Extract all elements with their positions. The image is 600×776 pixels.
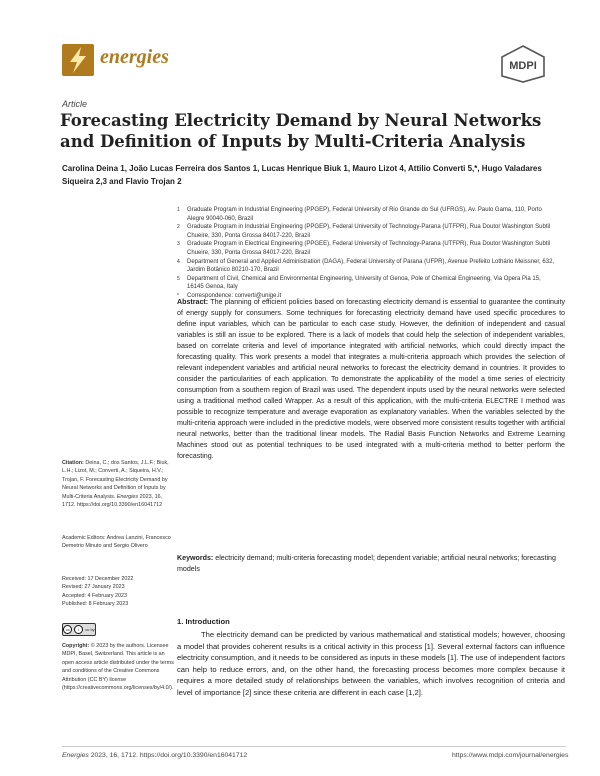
journal-logo-icon [62,44,94,76]
accepted-date: Accepted: 4 February 2023 [62,592,128,599]
dates-block [62,575,174,609]
publisher-name: MDPI [509,60,537,72]
citation-block [62,459,174,509]
affiliation-2: 2 Graduate Program in Industrial Engineering (PPGEP), Federal University of Technology-Parana (UTFPR), Rua Doutor Washington Subtil Chueire, 330, Ponta Grossa 84017-220, Brazil [177,224,551,239]
journal-name: energies [100,46,169,68]
citation-text: Deina, C.; dos Santos, J.L.F.; Biuk, L.H.; Lizot, M.; Converti, A.; Siqueira, H.V.; Trojan, F. Forecasting Electricity Demand by Neural Networks and Definition of Inputs by Multi-Criteria Analysis. [62,460,169,500]
citation-journal: Energies [116,493,139,500]
copyright-label: Copyright: [62,643,90,649]
paper-title: Forecasting Electricity Demand by Neural Networks and Definition of Inputs by Multi-Criteria Analysis [60,111,542,151]
author-list: Carolina Deina 1, João Lucas Ferreira dos Santos 1, Lucas Henrique Biuk 1, Mauro Lizot 4, Attilio Converti 5,*, Hugo Valadares Siqueira 2,3 and Flavio Trojan 2 [62,164,542,186]
section-heading-introduction: 1. Introduction [177,617,230,626]
cc-badge-text: cc by [85,627,95,632]
footer-citation [62,752,247,759]
introduction-paragraph: The electricity demand can be predicted by various mathematical and statistical models; however, choosing a model that provides coherent results is a critical activity in this process [1]. Several external factors can influence electricity consumption, and it needs to be considered as inputs in these models [1]. The use of independent factors can help to reduce errors, and, on the other hand, the forecasting process becomes more complex because it requires a more detailed study of relationships between the variables, which involves recognition of criteria and level of importance [2] since these criteria are different in each case [1,2]. [177,630,565,697]
mdpi-logo-icon [497,45,549,83]
correspondence: * Correspondence: converti@unige.it [177,292,282,299]
abstract-label: Abstract: [177,298,209,306]
article-type: Article [62,99,88,109]
received-date: Received: 17 December 2022 [62,576,134,582]
footer-journal: Energies [62,752,89,759]
copyright-block [62,642,174,692]
citation-ref[interactable]: 2023, 16, 1712. https://doi.org/10.3390/en16041712 [62,493,163,509]
keywords-label: Keywords: [177,554,214,562]
affiliation-4: 4 Department of General and Applied Administration (DAGA), Federal University of Parana (UFPR), Avenue Prefeito Lothário Meissner, 632, Jardim Botânico 80210-170, Brazil [177,258,555,274]
cc-license-badge[interactable] [62,623,96,636]
footer-divider [62,746,566,747]
citation-label: Citation: [62,460,84,466]
keywords [177,553,565,575]
footer-journal-url[interactable]: https://www.mdpi.com/journal/energies [452,752,569,759]
affiliation-5: 5 Department of Civil, Chemical and Environmental Engineering, University of Genoa, Pole of Chemical Engineering, Via Opera Pia 15, 16145 Genoa, Italy [177,275,541,291]
affiliation-3: 3 Graduate Program in Electrical Engineering (PPGEE), Federal University of Technology-Parana (UTFPR), Rua Doutor Washington Subtil Chueire, 330, Ponta Grossa 84017-220, Brazil [177,241,551,256]
revised-date: Revised: 27 January 2023 [62,584,125,591]
published-date: Published: 8 February 2023 [62,601,129,608]
footer-ref[interactable]: 2023, 16, 1712. https://doi.org/10.3390/en16041712 [90,752,248,759]
affiliations [177,206,557,301]
abstract-text: The planning of efficient policies based on forecasting electricity demand is essential to guarantee the continuity of energy supply for consumers. Some techniques for forecasting electricity demand have used specific procedures to define input variables, which can be particular to each case study. However, the definition of independent and casual variables is still an issue to be explored. There is a lack of models that could help the selection of independent variables, based on correlate criteria and level of importance integrated with artificial networks, which could directly impact the forecasting quality. This work presents a model that integrates a multi-criteria approach which provides the selection of relevant independent variables and artificial neural networks to forecast the electricity demand in countries. It provides to consider the particularities of each application. To demonstrate the applicability of the model a time series of electricity consumption from a southern region of Brazil was used. The dependent inputs used by the neural networks were selected using a traditional method called Wrapper. As a result of this application, with the multi-criteria ELECTRE I method was possible to recognize temperature and average evaporation as explanatory variables. When the variables selected by the multi-criteria approach were included in the predictive models, were observed more consistent results together with artificial neural networks, better than the traditional linear models. The Radial Basis Function Networks and Extreme Learning Machines stood out as potential techniques to be used integrated with a multi-criteria method to better perform the forecasting. [177,298,566,460]
abstract [177,297,565,462]
copyright-text: © 2023 by the authors. Licensee MDPI, Basel, Switzerland. This article is an open access article distributed under the terms and conditions of the Creative Commons Attribution (CC BY) license (https://creativecommons.org/licenses/by/4.0/). [62,643,174,692]
cc-icon: cc [63,625,72,634]
by-icon: i [74,625,83,634]
affiliation-1: 1 Graduate Program in Industrial Engineering (PPGEP), Federal University of Rio Grande do Sul (UFRGS), Av. Paulo Gama, 110, Porto Alegre 90040-060, Brazil [177,207,542,222]
academic-editors: Academic Editors: Andrea Lanzini, Francesco Demetrio Minuto and Sergio Olivero [62,535,171,550]
keywords-text: electricity demand; multi-criteria forecasting model; dependent variable; artificial neural networks; forecasting models [177,554,556,573]
